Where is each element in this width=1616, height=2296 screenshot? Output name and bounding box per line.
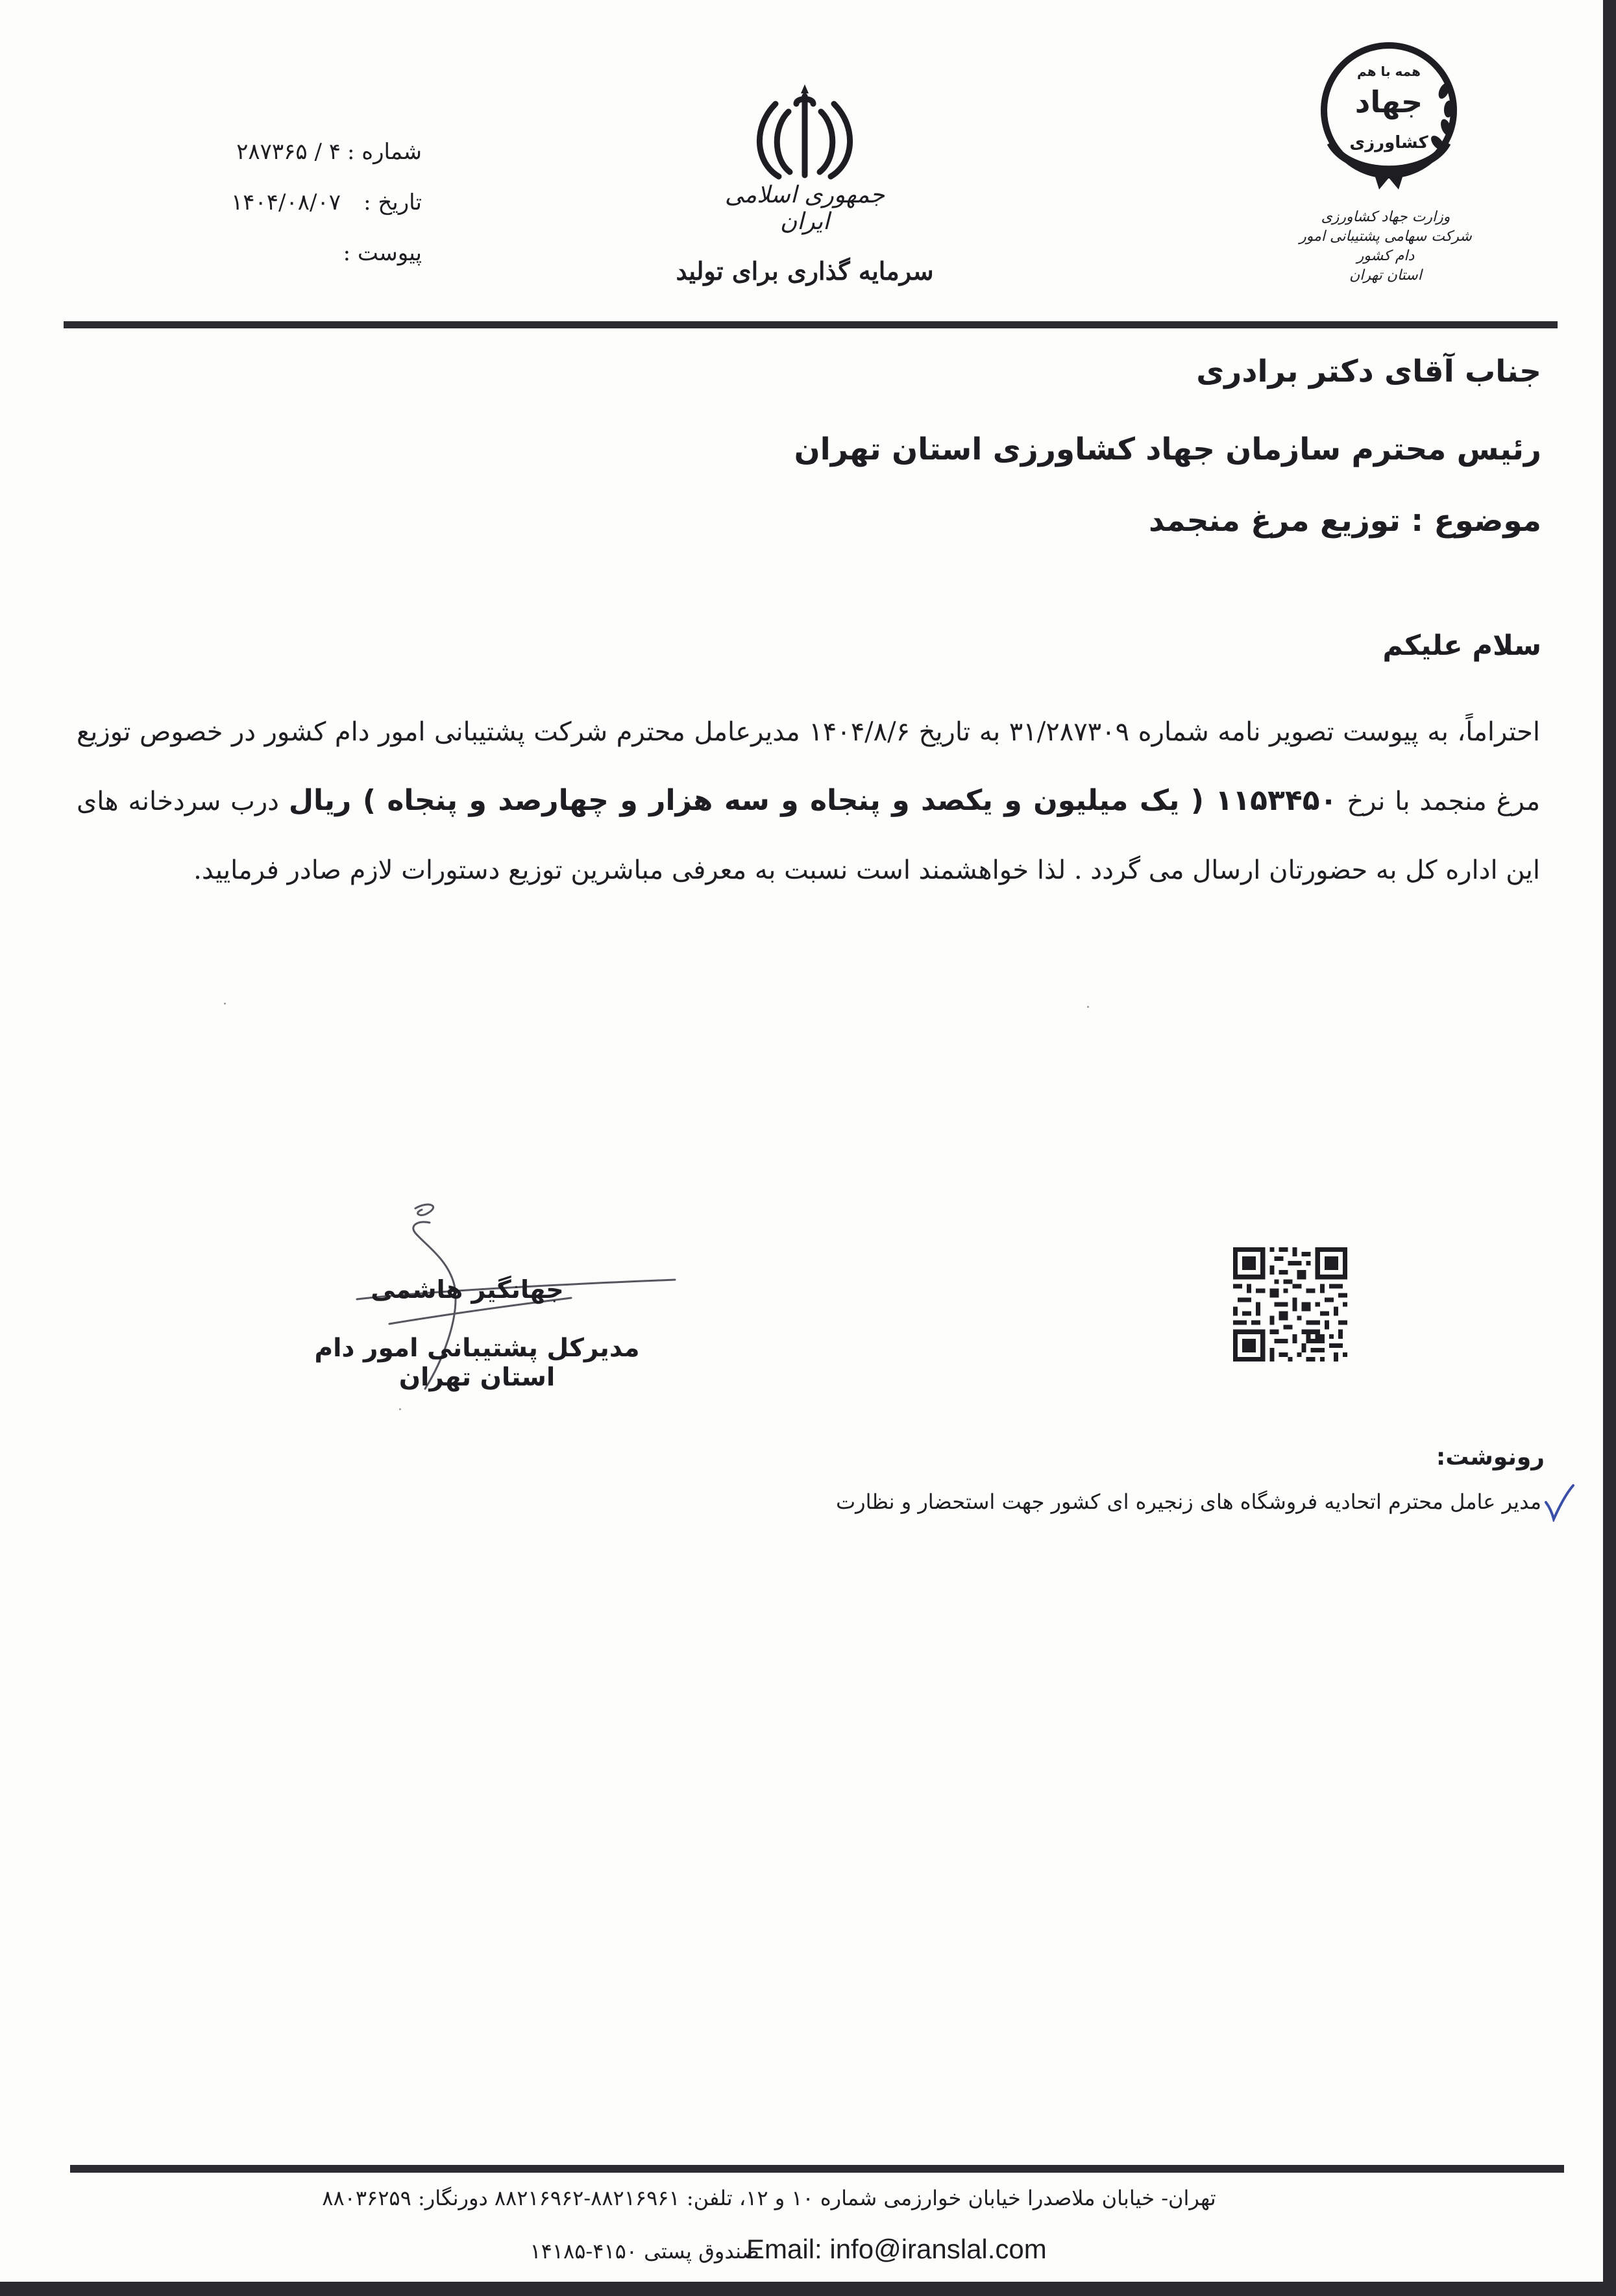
letter-meta bbox=[188, 127, 422, 278]
body-part-1: احتراماً، به پیوست تصویر نامه شماره ۳۱/۲۸۷۳۰۹ به تاریخ ۱۴۰۴/۸/۶ مدیرعامل محترم شرکت پشتیبانی امور دام کشور در خصوص توزیع مرغ منجمد با نرخ bbox=[77, 717, 1541, 816]
qr-code[interactable] bbox=[1233, 1247, 1347, 1362]
body-part-2: درب سردخانه های این اداره کل به حضورتان ارسال می گردد . لذا خواهشمند است نسبت به معرفی مباشرین توزیع دستورات لازم صادر فرمایید. bbox=[77, 787, 1540, 885]
date-label: تاریخ : bbox=[363, 189, 422, 215]
footer-address: تهران- خیابان ملاصدرا خیابان خوارزمی شماره ۱۰ و ۱۲، تلفن: ۸۸۲۱۶۹۶۱-۸۸۲۱۶۹۶۲ دورنگار: ۸۸۰۳۶۲۵۹ bbox=[322, 2186, 1216, 2210]
signer-title: مدیرکل پشتیبانی امور دام استان تهران bbox=[314, 1334, 640, 1392]
org-line: استان تهران bbox=[1349, 267, 1422, 284]
logo-main-text: جهاد bbox=[1354, 84, 1423, 119]
iran-emblem-icon bbox=[750, 78, 860, 188]
org-line: شرکت سهامی پشتیبانی امور دام کشور bbox=[1299, 228, 1472, 264]
logo-sub-text: کشاورزی bbox=[1349, 133, 1428, 153]
year-slogan: سرمایه گذاری برای تولید bbox=[676, 256, 934, 286]
letter-subject: موضوع : توزیع مرغ منجمد bbox=[1149, 503, 1541, 539]
scan-speck bbox=[399, 1408, 401, 1410]
org-line: وزارت جهاد کشاورزی bbox=[1321, 209, 1451, 225]
addressee-title: رئیس محترم سازمان جهاد کشاورزی استان تهران bbox=[794, 432, 1541, 467]
scan-speck bbox=[224, 1003, 226, 1005]
footer-email[interactable]: Email: info@iranslal.com bbox=[746, 2234, 1047, 2264]
header-divider bbox=[64, 321, 1558, 328]
cc-label: رونوشت: bbox=[1436, 1444, 1545, 1471]
number-label: شماره : bbox=[347, 139, 422, 165]
organization-name bbox=[1288, 208, 1483, 286]
letter-body bbox=[77, 698, 1540, 905]
scan-edge-right bbox=[1603, 0, 1616, 2296]
logo-top-text: همه با هم bbox=[1357, 64, 1421, 79]
republic-text: جمهوری اسلامی ایران bbox=[724, 182, 885, 235]
meta-date-row bbox=[188, 177, 422, 228]
checkmark-icon bbox=[1543, 1483, 1576, 1522]
cc-recipient: مدیر عامل محترم اتحادیه فروشگاه های زنجیره ای کشور جهت استحضار و نظارت bbox=[836, 1489, 1541, 1514]
price-bold: ۱۱۵۳۴۵۰ ( یک میلیون و یکصد و پنجاه و سه هزار و چهارصد و پنجاه ) ریال bbox=[288, 784, 1338, 817]
greeting: سلام علیکم bbox=[1382, 629, 1541, 662]
signer-name: جهانگیر هاشمی bbox=[371, 1275, 564, 1304]
date-value: ۱۴۰۴/۰۸/۰۷ bbox=[230, 189, 341, 215]
scan-edge-bottom bbox=[0, 2282, 1616, 2296]
footer-pobox: صندوق پستی ۴۱۵۰-۱۴۱۸۵ bbox=[530, 2239, 759, 2264]
scan-speck bbox=[1087, 1006, 1089, 1008]
footer-divider bbox=[70, 2165, 1564, 2173]
number-value: ۴ / ۲۸۷۳۶۵ bbox=[236, 139, 341, 165]
attachment-label: پیوست : bbox=[343, 240, 422, 266]
meta-number-row bbox=[188, 127, 422, 177]
addressee-name: جناب آقای دکتر برادری bbox=[1196, 354, 1541, 389]
meta-attachment-row bbox=[188, 228, 422, 278]
